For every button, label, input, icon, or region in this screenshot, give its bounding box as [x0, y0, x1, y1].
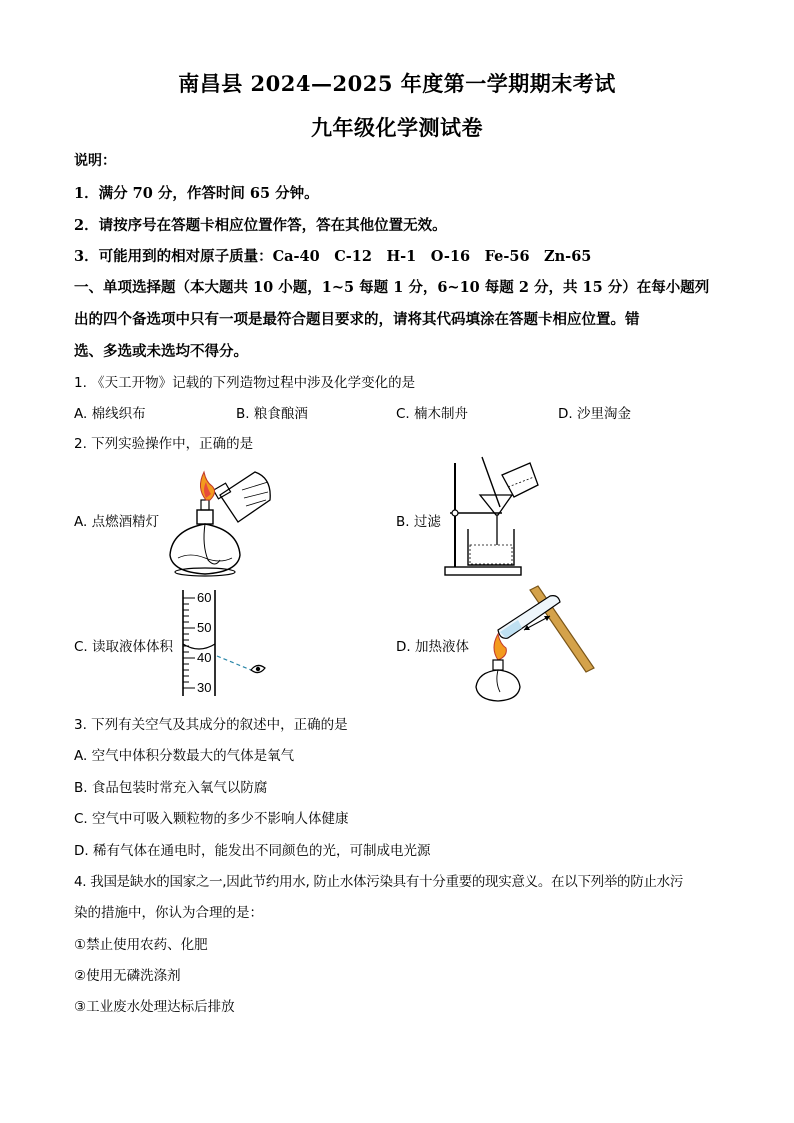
cylinder-tick-label: 50	[197, 620, 212, 635]
notes-heading: 说明：	[74, 153, 116, 169]
light-alcohol-lamp-figure	[160, 460, 275, 578]
q4-item-3: ③工业废水处理达标后排放	[74, 999, 235, 1015]
section1-line-1: 一、单项选择题（本大题共 10 小题，1~5 每题 1 分，6~10 每题 2 分，共 15 分）在每小题列	[74, 279, 710, 296]
q4-stem-line-1: 4. 我国是缺水的国家之一,因此节约用水, 防止水体污染具有十分重要的现实意义。在以下列举的防止水污	[74, 874, 684, 890]
section1-line-2: 出的四个备选项中只有一项是最符合题目要求的，请将其代码填涂在答题卡相应位置。错	[74, 311, 640, 328]
q1-option-d: D. 沙里淘金	[558, 406, 631, 422]
exam-title: 南昌县 2024—2025 年度第一学期期末考试	[178, 71, 616, 96]
cylinder-tick-label: 60	[197, 590, 212, 605]
q2-stem: 2. 下列实验操作中，正确的是	[74, 436, 254, 452]
q4-item-1: ①禁止使用农药、化肥	[74, 937, 208, 953]
graduated-cylinder-figure	[175, 588, 275, 700]
section1-line-3: 选、多选或未选均不得分。	[74, 343, 248, 360]
q2-option-a: A. 点燃酒精灯	[74, 514, 160, 530]
q3-stem: 3. 下列有关空气及其成分的叙述中，正确的是	[74, 717, 348, 733]
q3-option-b: B. 食品包装时常充入氧气以防腐	[74, 780, 268, 796]
q3-option-d: D. 稀有气体在通电时，能发出不同颜色的光，可制成电光源	[74, 843, 431, 859]
filtration-figure	[440, 455, 542, 580]
q2-option-b: B. 过滤	[396, 514, 441, 530]
q3-option-c: C. 空气中可吸入颗粒物的多少不影响人体健康	[74, 811, 349, 827]
q1-option-c: C. 楠木制舟	[396, 406, 469, 422]
q2-option-c: C. 读取液体体积	[74, 639, 174, 655]
q4-item-2: ②使用无磷洗涤剂	[74, 968, 181, 984]
q2-option-d: D. 加热液体	[396, 639, 469, 655]
heating-liquid-figure	[470, 582, 600, 707]
cylinder-tick-label: 40	[197, 650, 212, 665]
note-1: 1．满分 70 分，作答时间 65 分钟。	[74, 185, 319, 202]
q4-stem-line-2: 染的措施中，你认为合理的是：	[74, 905, 263, 921]
exam-subtitle: 九年级化学测试卷	[311, 115, 483, 140]
note-2: 2．请按序号在答题卡相应位置作答，答在其他位置无效。	[74, 217, 447, 234]
cylinder-tick-label: 30	[197, 680, 212, 695]
q3-option-a: A. 空气中体积分数最大的气体是氧气	[74, 748, 295, 764]
q1-stem: 1. 《天工开物》记载的下列造物过程中涉及化学变化的是	[74, 375, 416, 391]
q1-option-b: B. 粮食酿酒	[236, 406, 308, 422]
q1-option-a: A. 棉线织布	[74, 406, 146, 422]
note-3: 3．可能用到的相对原子质量：Ca-40 C-12 H-1 O-16 Fe-56 Zn-65	[74, 248, 592, 265]
